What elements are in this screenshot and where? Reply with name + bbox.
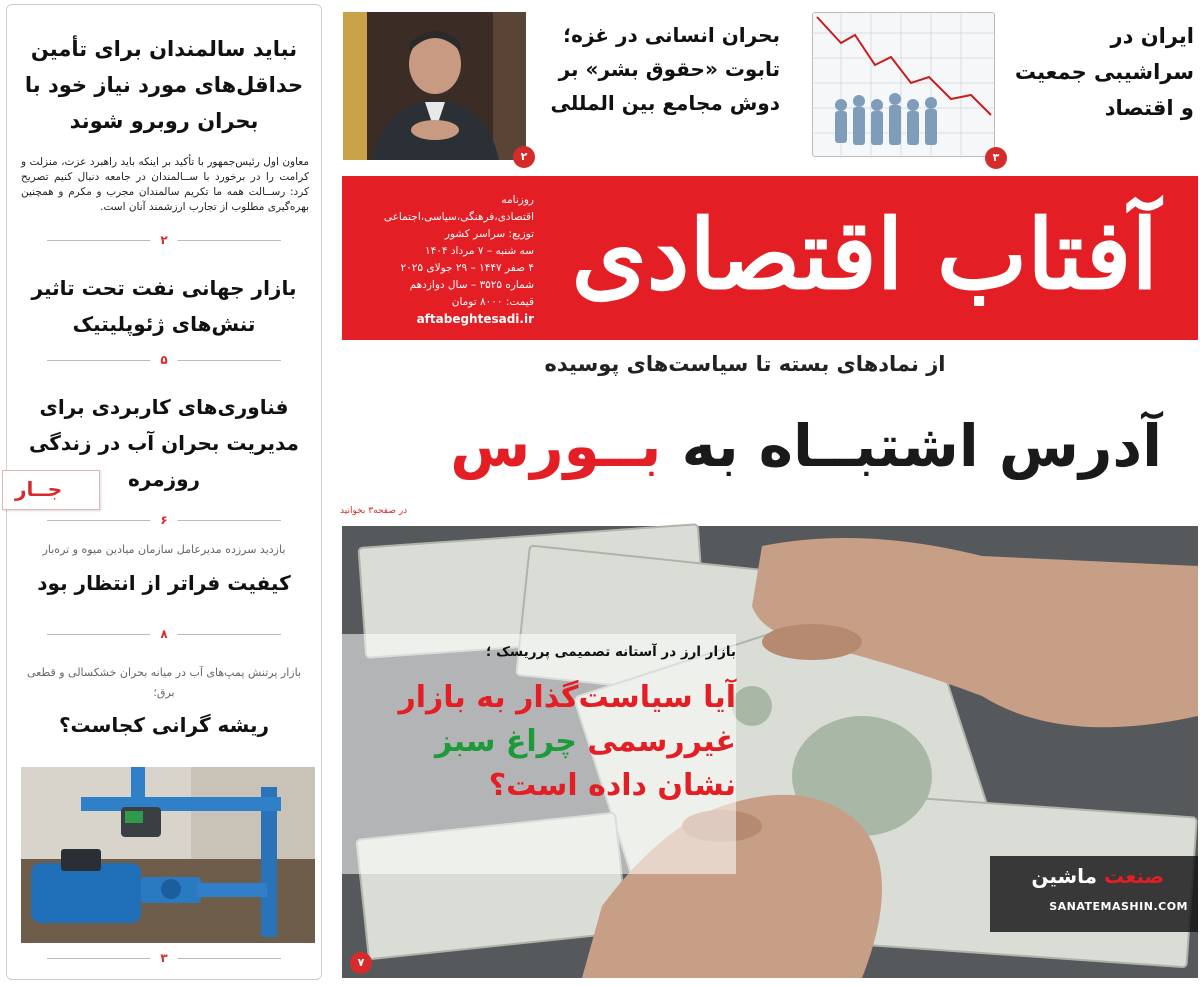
page-number: ۶ (150, 513, 177, 527)
currency-photo[interactable] (342, 526, 1198, 978)
photo-story-title[interactable] (356, 676, 736, 808)
masthead-distribution: توزیع: سراسر کشور (444, 228, 534, 240)
sidebar-story4-title[interactable]: کیفیت فراتر از انتظار بود (37, 571, 291, 595)
page-ref-separator (47, 353, 281, 367)
portrait-illustration (343, 12, 526, 160)
newspaper-logo[interactable]: آفتاب اقتصادی (571, 198, 1158, 311)
teaser1-page-badge: ۲ (513, 146, 535, 168)
masthead-price: قیمت: ۸۰۰۰ تومان (451, 296, 534, 308)
teaser2-decline-chart-image[interactable] (812, 12, 1000, 164)
water-pump-illustration (21, 767, 315, 943)
page-number: ۳ (150, 951, 177, 965)
main-headline[interactable] (356, 400, 1162, 492)
sidebar-tab-label[interactable]: جــار (2, 470, 100, 510)
teaser1-portrait-photo[interactable] (343, 12, 528, 163)
masthead-issue-number: شماره ۳۵۲۵ – سال دوازدهم (409, 279, 534, 291)
water-pump-photo[interactable] (21, 767, 315, 943)
masthead-info (354, 192, 534, 328)
sidebar-story1-body: معاون اول رئیس‌جمهور با تأکید بر اینکه باید راهبرد عزت، منزلت و کرامت را در برخورد با ســالمندان در جامعه دنبال کنیم تصریح کرد: رســالت همه ما تکریم سالمندان مجرب و مکرم و همچنین بهره‌گیری مطلوب از تجارب ارزشمند آنان است. (21, 156, 309, 213)
watermark-logo (990, 856, 1198, 932)
masthead-banner (342, 176, 1198, 340)
photo-story-page-badge: ۷ (350, 952, 372, 974)
photo-story-kicker: بازار ارز در آستانه تصمیمی پرریسک ؛ (485, 644, 736, 660)
sidebar-story5-title[interactable]: ریشه گرانی کجاست؟ (58, 713, 270, 737)
masthead-tagline: روزنامه اقتصادی،فرهنگی،سیاسی،اجتماعی (383, 194, 534, 223)
masthead-date-persian: سه شنبه – ۷ مرداد ۱۴۰۴ (424, 245, 534, 257)
teaser2-title[interactable]: ایران در سراشیبی جمعیت و اقتصاد (1014, 24, 1194, 120)
photo-story-line1: آیا سیاست‌گذار به بازار (398, 680, 736, 715)
sidebar-story1-title[interactable]: نباید سالمندان برای تأمین حداقل‌های مورد نیاز خود با بحران روبرو شوند (24, 37, 304, 133)
masthead-date-other: ۴ صفر ۱۴۴۷ – ۲۹ جولای ۲۰۲۵ (400, 262, 534, 274)
page-ref-separator (47, 627, 281, 641)
sidebar-story4-kicker: بازدید سرزده مدیرعامل سازمان میادین میوه و تره‌بار (42, 543, 286, 556)
photo-story-line3: نشان داده است؟ (488, 768, 736, 803)
declining-graph-illustration (811, 13, 994, 158)
teaser1-title[interactable]: بحران انسانی در غزه؛ تابوت «حقوق بشر» بر دوش مجامع بین المللی (550, 23, 780, 115)
masthead-website-link[interactable]: aftabeghtesadi.ir (416, 312, 534, 326)
teaser2-page-badge: ۳ (985, 147, 1007, 169)
page-number: ۵ (150, 353, 177, 367)
page-ref-separator (47, 513, 281, 527)
watermark-url: SANATEMASHIN.COM (1049, 900, 1188, 913)
main-page-reference: در صفحه۳ بخوانید (340, 506, 408, 516)
sidebar-story2-title[interactable]: بازار جهانی نفت تحت تاثیر تنش‌های ژئوپلیتیک (31, 276, 297, 336)
page-ref-separator (47, 951, 281, 965)
watermark-title: صنعت ماشین (1031, 864, 1164, 888)
sidebar-story3-title[interactable]: فناوری‌های کاربردی برای مدیریت بحران آب در زندگی روزمره (29, 395, 299, 491)
main-headline-dark: آدرس اشتبــاه به (661, 412, 1162, 480)
photo-story-line2 (356, 720, 736, 764)
page-ref-separator (47, 233, 281, 247)
main-kicker: از نمادهای بسته تا سیاست‌های پوسیده (544, 352, 946, 376)
photo-story-green-word: چراغ سبز (434, 724, 577, 759)
main-headline-red: بــورس (450, 412, 662, 480)
page-number: ۲ (150, 233, 177, 247)
page-number: ۸ (150, 627, 177, 641)
sidebar-story5-kicker: بازار پرتنش پمپ‌های آب در میانه بحران خشکسالی و قطعی برق؛ (26, 666, 302, 699)
photo-story-red-word: غیررسمی (587, 724, 736, 759)
